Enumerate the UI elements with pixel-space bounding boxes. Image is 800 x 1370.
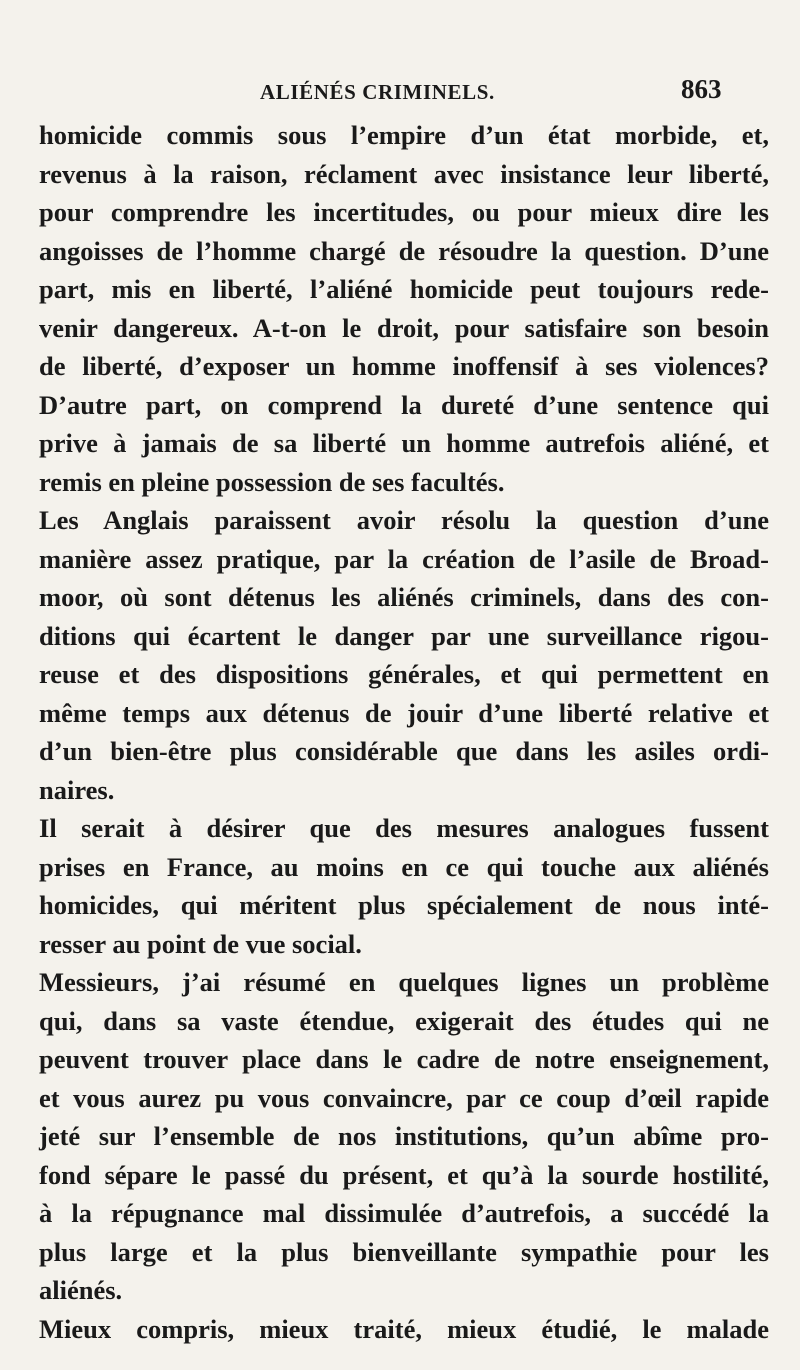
text-line: Mieux compris, mieux traité, mieux étudié, le malade (39, 1313, 769, 1344)
page-header (0, 74, 800, 110)
text-line: angoisses de l’homme chargé de résoudre la question. D’une (39, 235, 769, 266)
text-line: Les Anglais paraissent avoir résolu la question d’une (39, 505, 769, 535)
text-line: Messieurs, j’ai résumé en quelques lignes un problème (39, 967, 769, 997)
text-line: ditions qui écartent le danger par une surveillance rigou- (39, 620, 769, 651)
text-line: et vous aurez pu vous convaincre, par ce coup d’œil rapide (39, 1082, 769, 1113)
text-line: reuse et des dispositions générales, et qui permettent en (39, 659, 769, 689)
text-line: aliénés. (39, 1275, 123, 1305)
text-line: qui, dans sa vaste étendue, exigerait des études qui ne (39, 1005, 769, 1036)
text-line: homicide commis sous l’empire d’un état morbide, et, (39, 120, 769, 150)
text-line: D’autre part, on comprend la dureté d’une sentence qui (39, 389, 769, 420)
text-line: jeté sur l’ensemble de nos institutions, qu’un abîme pro- (39, 1121, 769, 1151)
text-line: peuvent trouver place dans le cadre de notre enseignement, (39, 1044, 769, 1074)
text-line: plus large et la plus bienveillante sympathie pour les (39, 1236, 769, 1267)
text-line: remis en pleine possession de ses facultés. (39, 466, 505, 497)
text-line: naires. (39, 774, 115, 805)
text-line: venir dangereux. A-t-on le droit, pour satisfaire son besoin (39, 312, 769, 343)
text-line: resser au point de vue social. (39, 928, 362, 959)
text-line: revenus à la raison, réclament avec insistance leur liberté, (39, 158, 769, 189)
text-line: à la répugnance mal dissimulée d’autrefois, a succédé la (39, 1198, 769, 1228)
running-title: ALIÉNÉS CRIMINELS. (260, 80, 495, 104)
text-line: d’un bien-être plus considérable que dans les asiles ordi- (39, 736, 769, 766)
text-line: de liberté, d’exposer un homme inoffensif à ses violences? (39, 351, 769, 381)
text-line: prive à jamais de sa liberté un homme autrefois aliéné, et (39, 428, 769, 458)
text-line: prises en France, au moins en ce qui touche aux aliénés (39, 851, 769, 882)
text-line: part, mis en liberté, l’aliéné homicide peut toujours rede- (39, 274, 769, 304)
text-line: moor, où sont détenus les aliénés criminels, dans des con- (39, 582, 769, 612)
text-line: fond sépare le passé du présent, et qu’à la sourde hostilité, (39, 1159, 769, 1190)
page-number: 863 (681, 74, 722, 104)
body-text (39, 116, 769, 1348)
text-line: homicides, qui méritent plus spécialement de nous inté- (39, 890, 769, 920)
text-line: même temps aux détenus de jouir d’une liberté relative et (39, 697, 769, 728)
text-line: Il serait à désirer que des mesures analogues fussent (39, 813, 769, 843)
text-line: pour comprendre les incertitudes, ou pour mieux dire les (39, 197, 769, 227)
text-line: manière assez pratique, par la création de l’asile de Broad- (39, 543, 769, 574)
